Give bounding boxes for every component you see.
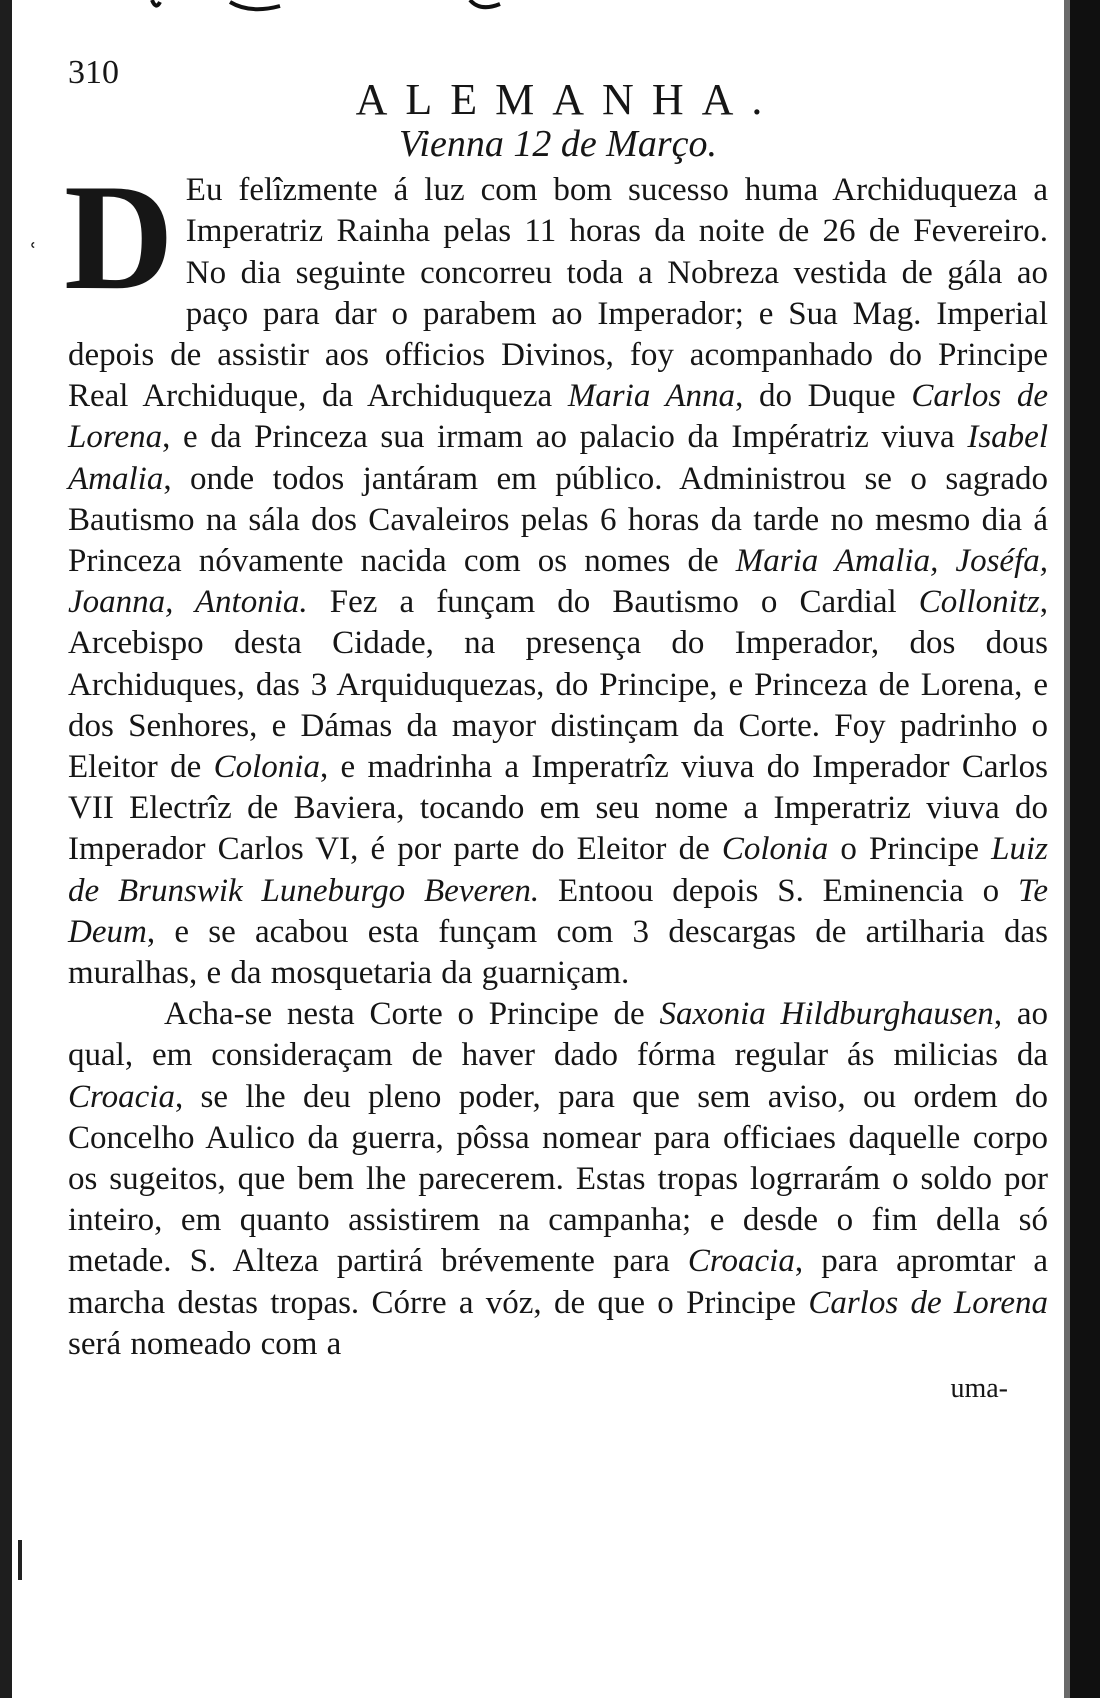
page (64, 48, 1049, 1668)
italic-run: Te Deum (68, 872, 1048, 950)
italic-run: Collonitz (918, 584, 1040, 621)
italic-run: Colonia (213, 749, 320, 786)
drop-cap: D (64, 153, 174, 322)
italic-run: Carlos de Lorena (68, 378, 1049, 456)
text-run: , se lhe deu pleno poder, para que sem aviso, ou ordem do Concelho Aulico da guerra, pôssa nomear para officiaes daquelle corpo os sugeitos, que bem lhe parecerem. Estas tropas logrrarám o soldo por inteiro, em quanto assistirem na campanha; e desde o fim della só metade. S. Alteza partirá brévemente para (68, 1078, 1048, 1280)
top-ornament (150, 0, 570, 14)
text-run: , e madrinha a Imperatrîz viuva do Imperador Carlos VII Electrîz de Baviera, tocando em seu nome a Imperatriz viuva do Imperador Carlos VI, é por parte do Eleitor de (68, 749, 1048, 868)
italic-run: Colonia (721, 831, 829, 868)
text-run: Entoou depois S. Eminencia o (539, 872, 1019, 909)
section-heading: ALEMANHA. (355, 75, 781, 124)
italic-run: Croacia (68, 1078, 175, 1115)
dateline: Vienna 12 de Março. (399, 123, 717, 166)
text-run: Eu felîzmente á luz com bom sucesso huma Archiduqueza a Imperatriz Rainha pelas 11 horas da noite de 26 de Fevereiro. No dia seguinte concorreu toda a Nobreza vestida de gála ao paço para dar o parabem ao Imperador; e Sua Mag. Imperial depois de assistir aos officios Divinos, foy acompanhado do Principe Real Archiduque, da Archiduqueza (68, 172, 1048, 415)
text-run: o Principe (828, 831, 992, 868)
margin-bar (18, 1540, 22, 1580)
paragraph-2 (68, 994, 1048, 1365)
margin-mark: ʿ (30, 240, 37, 265)
text-run: , ao qual, em consideraçam de haver dado fórma regular ás milicias da (68, 996, 1048, 1074)
italic-run: Carlos de Lorena (808, 1284, 1048, 1321)
text-run: será nomeado com a (68, 1325, 342, 1362)
right-page-edge (1070, 0, 1100, 1698)
page-number: 310 (68, 54, 119, 91)
left-page-edge (0, 0, 12, 1698)
text-run: , Arcebispo desta Cidade, na presença do Imperador, dos dous Archiduques, das 3 Arquiduquezas, do Principe, e Princeza de Lorena, e dos Senhores, e Dámas da mayor distinçam da Corte. Foy padrinho o Eleitor de (68, 584, 1048, 786)
paragraph-1 (64, 153, 1049, 994)
text-run: , e se acabou esta funçam com 3 descargas de artilharia das muralhas, e da mosquetaria da guarniçam. (68, 913, 1048, 992)
catchword: uma- (950, 1373, 1008, 1405)
italic-run: Maria Anna (567, 378, 736, 415)
italic-run: Isabel Amalia (68, 419, 1048, 497)
text-run: , para apromtar a marcha destas tropas. Córre a vóz, de que o Principe (68, 1243, 1048, 1321)
text-run: Fez a funçam do Bautismo o Cardial (307, 584, 919, 621)
text-run: , onde todos jantáram em público. Administrou se o sagrado Bautismo na sála dos Cavaleiros pelas 6 horas da tarde no mesmo dia á Princeza nóvamente nacida com os nomes de (68, 460, 1048, 580)
italic-run: Saxonia Hildburghausen (659, 996, 994, 1033)
italic-run: Luiz de Brunswik Luneburgo Beveren. (68, 831, 1048, 909)
italic-run: Croacia (687, 1243, 795, 1280)
italic-run: Maria Amalia, Joséfa, Joanna, Antonia. (68, 543, 1048, 621)
text-run: , e da Princeza sua irmam ao palacio da Impératriz viuva (162, 419, 968, 456)
text-run: , do Duque (735, 378, 912, 415)
text-run: Acha-se nesta Corte o Principe de (164, 996, 660, 1033)
